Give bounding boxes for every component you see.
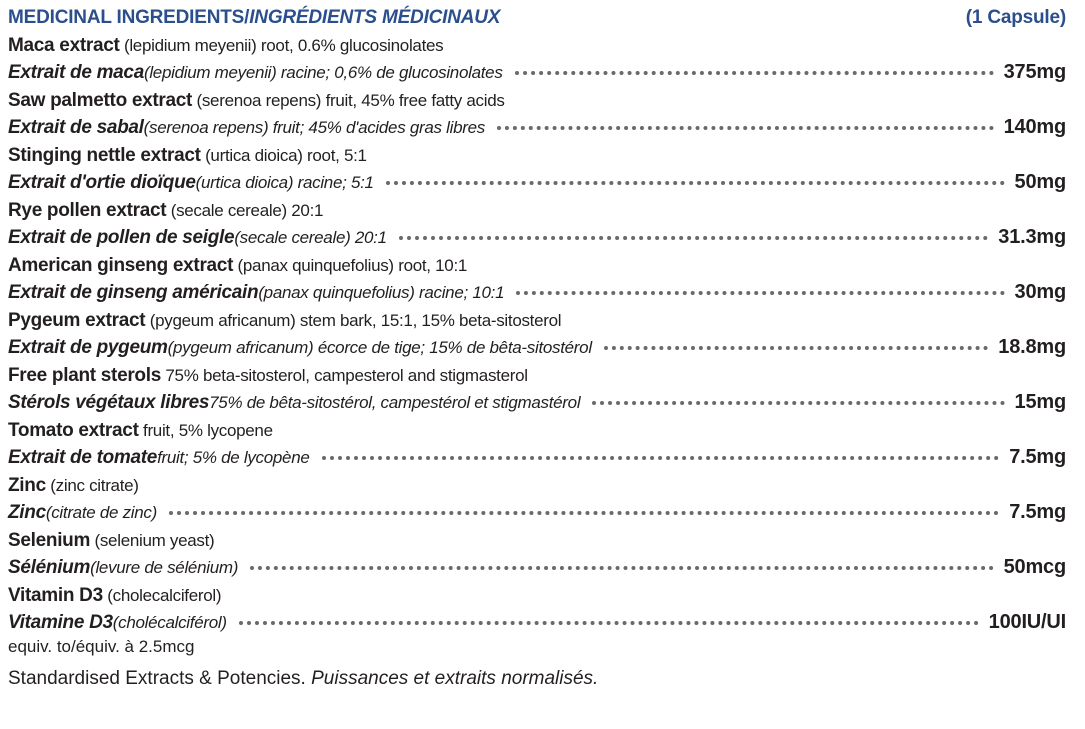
ingredient-english [8, 364, 1066, 390]
ingredient-english [8, 34, 1066, 60]
ingredient-row [8, 89, 1066, 144]
ingredient-english [8, 89, 1066, 115]
footer-en: Standardised Extracts & Potencies. [8, 668, 312, 689]
ingredient-name-fr: Zinc [8, 502, 46, 523]
ingredient-name-fr: Extrait d'ortie dioïque [8, 172, 196, 193]
ingredient-amount: 7.5mg [1009, 446, 1066, 468]
ingredient-desc-fr: (cholécalciférol) [112, 613, 227, 632]
ingredient-desc-en: (selenium yeast) [90, 531, 215, 550]
dot-leader [604, 346, 988, 350]
ingredient-row [8, 474, 1066, 529]
ingredient-row [8, 529, 1066, 584]
ingredient-name-fr: Vitamine D3 [8, 612, 113, 633]
dot-leader [386, 181, 1005, 185]
ingredient-amount: 140mg [1003, 116, 1066, 138]
ingredient-amount: 100IU/UI [988, 611, 1066, 633]
dot-leader [497, 126, 994, 130]
ingredient-french [8, 170, 1066, 196]
ingredient-row [8, 144, 1066, 199]
ingredient-name-en: Tomato extract [8, 420, 139, 441]
dot-leader [592, 401, 1004, 405]
ingredient-name-en: American ginseng extract [8, 255, 234, 276]
dot-leader [239, 621, 979, 625]
ingredient-english [8, 474, 1066, 500]
ingredient-amount: 15mg [1014, 391, 1066, 413]
ingredient-french [8, 555, 1066, 581]
ingredient-name-en: Selenium [8, 530, 91, 551]
ingredient-english [8, 529, 1066, 555]
ingredients-panel [8, 6, 1066, 692]
ingredient-french [8, 60, 1066, 86]
ingredient-name-en: Rye pollen extract [8, 200, 167, 221]
ingredient-amount: 30mg [1014, 281, 1066, 303]
ingredient-desc-en: (secale cereale) 20:1 [166, 201, 324, 220]
ingredient-name-fr: Extrait de maca [8, 62, 144, 83]
ingredient-name-fr: Extrait de ginseng américain [8, 282, 259, 303]
ingredient-french [8, 115, 1066, 141]
ingredient-name-fr: Extrait de pygeum [8, 337, 168, 358]
ingredient-desc-en: 75% beta-sitosterol, campesterol and stigmasterol [160, 366, 528, 385]
footer-fr: Puissances et extraits normalisés. [311, 668, 599, 689]
header-title-fr: INGRÉDIENTS MÉDICINAUX [249, 7, 501, 28]
ingredient-desc-fr: (citrate de zinc) [45, 503, 157, 522]
ingredient-row [8, 584, 1066, 662]
ingredient-name-en: Maca extract [8, 35, 120, 56]
ingredient-name-en: Saw palmetto extract [8, 90, 193, 111]
dot-leader [515, 71, 994, 75]
ingredient-name-fr: Extrait de sabal [8, 117, 144, 138]
ingredient-row [8, 34, 1066, 89]
ingredient-desc-en: (urtica dioica) root, 5:1 [200, 146, 367, 165]
dot-leader [250, 566, 994, 570]
ingredient-english [8, 309, 1066, 335]
ingredient-french [8, 445, 1066, 471]
ingredient-french [8, 335, 1066, 361]
ingredient-desc-fr: (levure de sélénium) [90, 558, 239, 577]
ingredient-name-en: Free plant sterols [8, 365, 161, 386]
ingredient-amount: 18.8mg [998, 336, 1066, 358]
ingredient-amount: 31.3mg [998, 226, 1066, 248]
ingredient-desc-en: (cholecalciferol) [102, 586, 222, 605]
header-title [8, 6, 500, 30]
ingredient-english [8, 144, 1066, 170]
ingredient-amount: 50mcg [1003, 556, 1066, 578]
ingredient-desc-en: (serenoa repens) fruit, 45% free fatty acids [192, 91, 505, 110]
dot-leader [322, 456, 1000, 460]
ingredient-name-en: Stinging nettle extract [8, 145, 201, 166]
ingredient-desc-fr: 75% de bêta-sitostérol, campestérol et stigmastérol [209, 393, 581, 412]
dot-leader [516, 291, 1004, 295]
ingredient-amount: 50mg [1014, 171, 1066, 193]
ingredient-name-en: Pygeum extract [8, 310, 146, 331]
ingredient-name-en: Vitamin D3 [8, 585, 103, 606]
serving-size: (1 Capsule) [965, 7, 1066, 28]
ingredient-name-fr: Extrait de tomate [8, 447, 158, 468]
header-title-en: MEDICINAL INGREDIENTS/ [8, 7, 250, 28]
dot-leader [169, 511, 999, 515]
ingredient-desc-en: (lepidium meyenii) root, 0.6% glucosinolates [119, 36, 444, 55]
ingredient-list [8, 34, 1066, 662]
ingredient-name-fr: Sélénium [8, 557, 91, 578]
ingredient-english [8, 199, 1066, 225]
ingredient-desc-fr: (lepidium meyenii) racine; 0,6% de glucosinolates [143, 63, 503, 82]
ingredient-name-fr: Extrait de pollen de seigle [8, 227, 235, 248]
ingredient-desc-en: (pygeum africanum) stem bark, 15:1, 15% beta-sitosterol [145, 311, 562, 330]
dot-leader [399, 236, 989, 240]
ingredient-desc-fr: (urtica dioica) racine; 5:1 [195, 173, 374, 192]
table-header [8, 6, 1066, 34]
ingredient-row [8, 419, 1066, 474]
ingredient-equivalence: equiv. to/équiv. à 2.5mcg [8, 637, 195, 656]
ingredient-english [8, 584, 1066, 610]
ingredient-name-en: Zinc [8, 475, 46, 496]
ingredient-row [8, 309, 1066, 364]
ingredient-name-fr: Stérols végétaux libres [8, 392, 210, 413]
ingredient-desc-en: (panax quinquefolius) root, 10:1 [233, 256, 468, 275]
ingredient-french [8, 390, 1066, 416]
ingredient-desc-en: (zinc citrate) [45, 476, 139, 495]
ingredient-desc-fr: (pygeum africanum) écorce de tige; 15% de bêta-sitostérol [167, 338, 592, 357]
ingredient-desc-fr: (secale cereale) 20:1 [234, 228, 387, 247]
ingredient-french [8, 280, 1066, 306]
ingredient-french [8, 610, 1066, 636]
ingredient-row [8, 199, 1066, 254]
ingredient-desc-fr: fruit; 5% de lycopène [157, 448, 310, 467]
ingredient-french [8, 225, 1066, 251]
ingredient-row [8, 254, 1066, 309]
ingredient-amount: 7.5mg [1009, 501, 1066, 523]
footer-note [8, 666, 1066, 692]
ingredient-english [8, 254, 1066, 280]
ingredient-row [8, 364, 1066, 419]
ingredient-desc-en: fruit, 5% lycopene [138, 421, 273, 440]
ingredient-desc-fr: (serenoa repens) fruit; 45% d'acides gras libres [143, 118, 485, 137]
ingredient-french [8, 500, 1066, 526]
ingredient-english [8, 419, 1066, 445]
ingredient-amount: 375mg [1003, 61, 1066, 83]
ingredient-desc-fr: (panax quinquefolius) racine; 10:1 [258, 283, 505, 302]
